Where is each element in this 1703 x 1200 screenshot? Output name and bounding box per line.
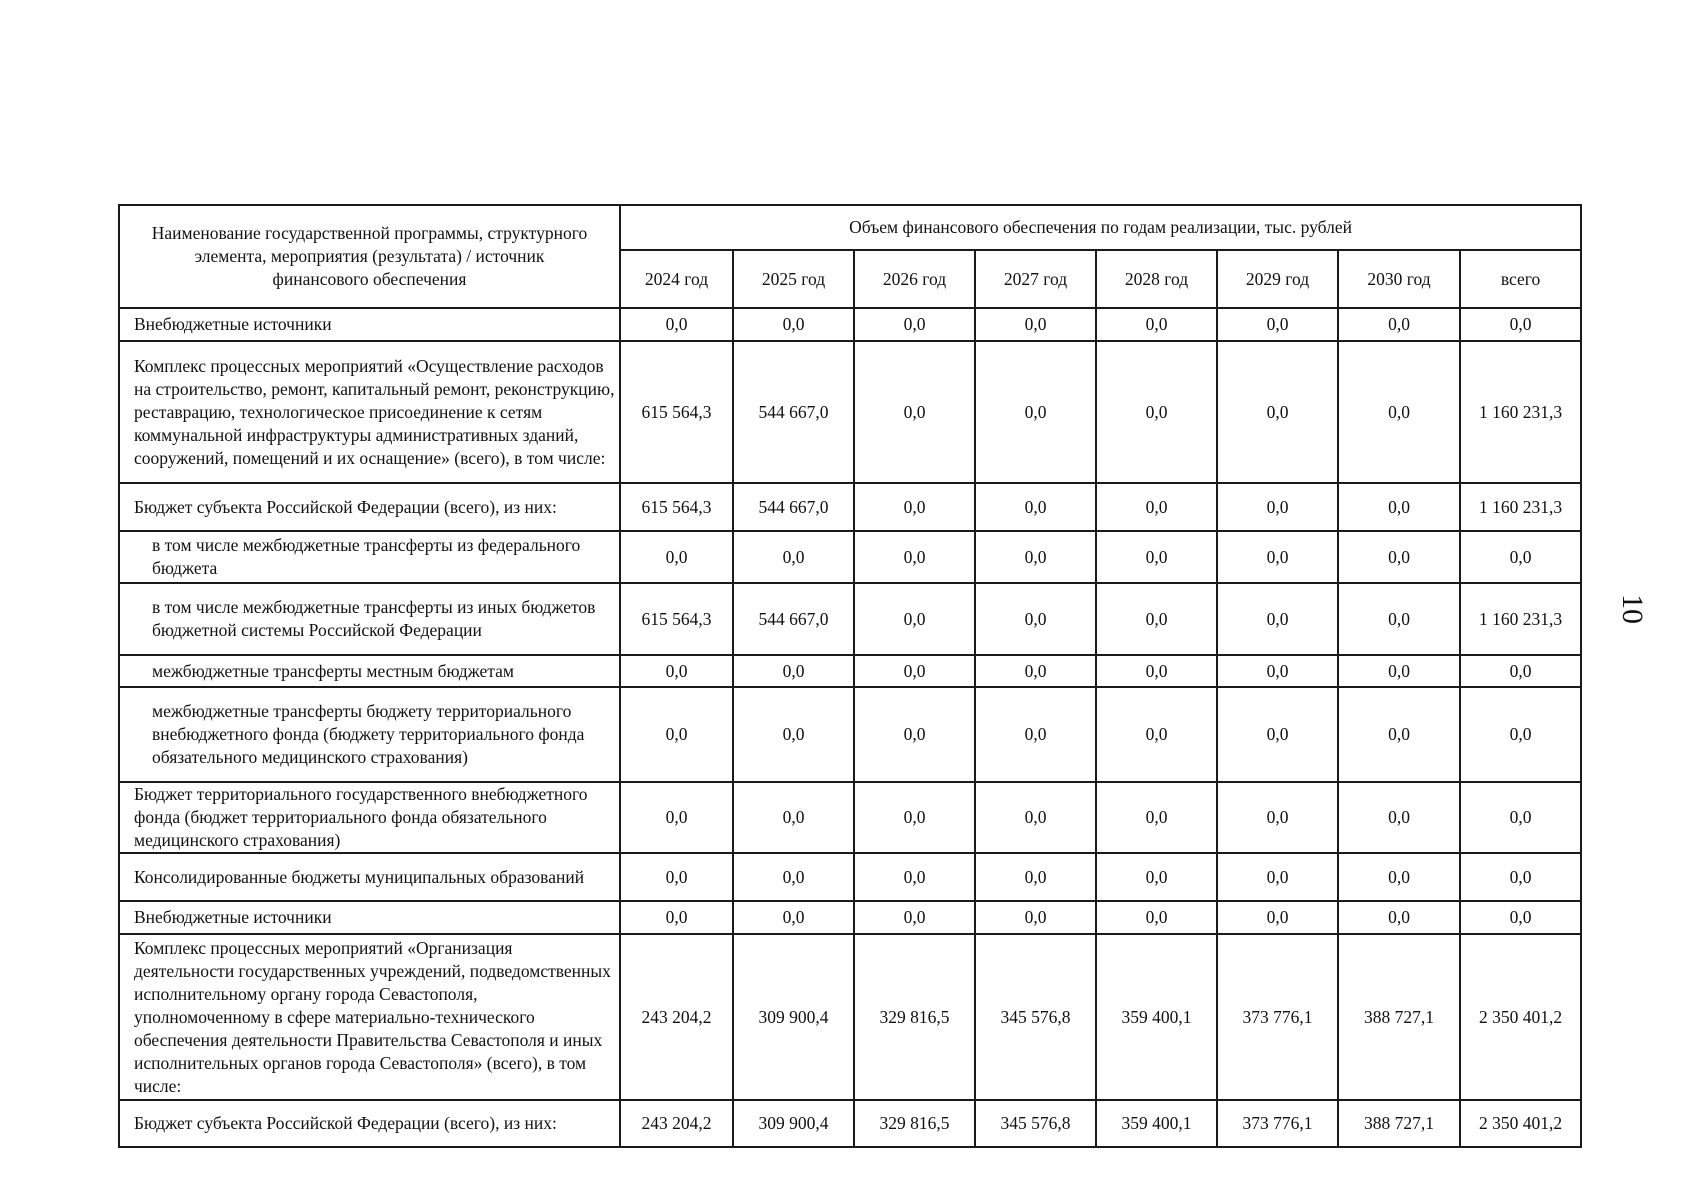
row-value-cell: 0,0	[1096, 308, 1217, 341]
row-value-cell: 0,0	[1096, 655, 1217, 687]
row-total-cell: 1 160 231,3	[1460, 583, 1581, 655]
row-name-cell: Внебюджетные источники	[119, 901, 620, 934]
row-value-cell: 0,0	[620, 308, 733, 341]
row-value-cell: 0,0	[1338, 687, 1460, 782]
row-value-cell: 0,0	[1217, 655, 1338, 687]
row-value-cell: 0,0	[1217, 583, 1338, 655]
row-value-cell: 0,0	[733, 901, 854, 934]
row-name-cell: в том числе межбюджетные трансферты из федерального бюджета	[119, 531, 620, 583]
row-value-cell: 329 816,5	[854, 1100, 975, 1147]
row-value-cell: 243 204,2	[620, 934, 733, 1100]
row-value-cell: 0,0	[733, 853, 854, 901]
row-value-cell: 0,0	[1217, 901, 1338, 934]
row-total-cell: 0,0	[1460, 655, 1581, 687]
financing-table	[118, 204, 1582, 1148]
row-value-cell: 0,0	[1096, 531, 1217, 583]
row-name-cell: межбюджетные трансферты бюджету территориального внебюджетного фонда (бюджету территориального фонда обязательного медицинского страхования)	[119, 687, 620, 782]
page-number: 10	[1616, 594, 1649, 624]
row-total-cell: 1 160 231,3	[1460, 483, 1581, 531]
row-value-cell: 0,0	[854, 853, 975, 901]
row-value-cell: 0,0	[1217, 531, 1338, 583]
row-name-cell: Консолидированные бюджеты муниципальных образований	[119, 853, 620, 901]
row-name-cell: Бюджет субъекта Российской Федерации (всего), из них:	[119, 483, 620, 531]
row-value-cell: 0,0	[975, 655, 1096, 687]
row-value-cell: 0,0	[1217, 308, 1338, 341]
row-value-cell: 309 900,4	[733, 1100, 854, 1147]
table-row	[119, 483, 1581, 531]
row-name-cell: Бюджет территориального государственного внебюджетного фонда (бюджет территориального фонда обязательного медицинского страхования)	[119, 782, 620, 853]
row-value-cell: 345 576,8	[975, 934, 1096, 1100]
table-row	[119, 341, 1581, 483]
header-year: 2030 год	[1338, 250, 1460, 308]
row-value-cell: 615 564,3	[620, 341, 733, 483]
row-value-cell: 0,0	[1096, 782, 1217, 853]
row-value-cell: 0,0	[620, 687, 733, 782]
row-value-cell: 615 564,3	[620, 583, 733, 655]
row-total-cell: 0,0	[1460, 531, 1581, 583]
row-value-cell: 0,0	[854, 531, 975, 583]
row-value-cell: 0,0	[854, 308, 975, 341]
row-value-cell: 0,0	[733, 782, 854, 853]
header-year: 2029 год	[1217, 250, 1338, 308]
row-value-cell: 309 900,4	[733, 934, 854, 1100]
row-value-cell: 0,0	[854, 901, 975, 934]
row-value-cell: 544 667,0	[733, 583, 854, 655]
row-value-cell: 0,0	[1217, 687, 1338, 782]
row-name-cell: межбюджетные трансферты местным бюджетам	[119, 655, 620, 687]
row-value-cell: 0,0	[975, 782, 1096, 853]
row-value-cell: 0,0	[975, 853, 1096, 901]
row-value-cell: 388 727,1	[1338, 1100, 1460, 1147]
row-value-cell: 359 400,1	[1096, 1100, 1217, 1147]
header-year: 2027 год	[975, 250, 1096, 308]
row-value-cell: 0,0	[975, 341, 1096, 483]
row-value-cell: 0,0	[975, 901, 1096, 934]
row-value-cell: 345 576,8	[975, 1100, 1096, 1147]
row-value-cell: 544 667,0	[733, 341, 854, 483]
row-value-cell: 0,0	[975, 308, 1096, 341]
row-value-cell: 0,0	[1096, 483, 1217, 531]
table-row	[119, 687, 1581, 782]
table-row	[119, 853, 1581, 901]
row-value-cell: 0,0	[854, 782, 975, 853]
row-value-cell: 0,0	[733, 308, 854, 341]
row-value-cell: 0,0	[1338, 853, 1460, 901]
row-value-cell: 373 776,1	[1217, 934, 1338, 1100]
row-value-cell: 0,0	[1338, 583, 1460, 655]
row-value-cell: 0,0	[1338, 655, 1460, 687]
row-value-cell: 0,0	[1338, 308, 1460, 341]
row-value-cell: 0,0	[620, 531, 733, 583]
row-value-cell: 388 727,1	[1338, 934, 1460, 1100]
row-value-cell: 0,0	[620, 782, 733, 853]
row-value-cell: 0,0	[975, 687, 1096, 782]
row-value-cell: 0,0	[1338, 782, 1460, 853]
row-value-cell: 0,0	[620, 655, 733, 687]
row-value-cell: 0,0	[854, 687, 975, 782]
row-value-cell: 0,0	[854, 341, 975, 483]
row-name-cell: Комплекс процессных мероприятий «Организация деятельности государственных учреждений, подведомственных исполнительному органу города Севастополя, уполномоченному в сфере материально-технического обеспечения деятельности Правительства Севастополя и иных исполнительных органов города Севастополя» (всего), в том числе:	[119, 934, 620, 1100]
row-total-cell: 1 160 231,3	[1460, 341, 1581, 483]
row-value-cell: 0,0	[1096, 687, 1217, 782]
header-year: 2025 год	[733, 250, 854, 308]
table-header	[119, 205, 1581, 308]
row-value-cell: 0,0	[1217, 483, 1338, 531]
table-row	[119, 531, 1581, 583]
row-value-cell: 0,0	[1096, 853, 1217, 901]
table-row	[119, 583, 1581, 655]
table-row	[119, 655, 1581, 687]
row-total-cell: 0,0	[1460, 687, 1581, 782]
row-value-cell: 0,0	[1096, 583, 1217, 655]
row-name-cell: Внебюджетные источники	[119, 308, 620, 341]
row-value-cell: 0,0	[1217, 782, 1338, 853]
row-value-cell: 359 400,1	[1096, 934, 1217, 1100]
row-total-cell: 2 350 401,2	[1460, 1100, 1581, 1147]
row-value-cell: 0,0	[733, 655, 854, 687]
row-value-cell: 0,0	[1096, 901, 1217, 934]
row-total-cell: 0,0	[1460, 308, 1581, 341]
row-value-cell: 0,0	[1096, 341, 1217, 483]
header-year: 2028 год	[1096, 250, 1217, 308]
table-row	[119, 1100, 1581, 1147]
header-total: всего	[1460, 250, 1581, 308]
row-total-cell: 0,0	[1460, 853, 1581, 901]
table-body	[119, 308, 1581, 1147]
row-value-cell: 0,0	[733, 687, 854, 782]
table-row	[119, 901, 1581, 934]
row-value-cell: 0,0	[620, 901, 733, 934]
row-value-cell: 0,0	[975, 483, 1096, 531]
row-total-cell: 0,0	[1460, 782, 1581, 853]
row-value-cell: 0,0	[1338, 483, 1460, 531]
row-value-cell: 544 667,0	[733, 483, 854, 531]
table-row	[119, 782, 1581, 853]
row-value-cell: 0,0	[854, 655, 975, 687]
row-name-cell: Комплекс процессных мероприятий «Осуществление расходов на строительство, ремонт, капитальный ремонт, реконструкцию, реставрацию, технологическое присоединение к сетям коммунальной инфраструктуры административных зданий, сооружений, помещений и их оснащение» (всего), в том числе:	[119, 341, 620, 483]
row-value-cell: 615 564,3	[620, 483, 733, 531]
row-value-cell: 373 776,1	[1217, 1100, 1338, 1147]
row-total-cell: 2 350 401,2	[1460, 934, 1581, 1100]
row-name-cell: Бюджет субъекта Российской Федерации (всего), из них:	[119, 1100, 620, 1147]
row-total-cell: 0,0	[1460, 901, 1581, 934]
table-row	[119, 934, 1581, 1100]
header-year: 2026 год	[854, 250, 975, 308]
row-value-cell: 0,0	[1338, 901, 1460, 934]
row-value-cell: 0,0	[854, 583, 975, 655]
table-row	[119, 308, 1581, 341]
row-value-cell: 0,0	[975, 583, 1096, 655]
header-volume-column: Объем финансового обеспечения по годам реализации, тыс. рублей	[620, 205, 1581, 250]
header-name-column: Наименование государственной программы, структурного элемента, мероприятия (результата) / источник финансового обеспечения	[119, 205, 620, 308]
row-name-cell: в том числе межбюджетные трансферты из иных бюджетов бюджетной системы Российской Федерации	[119, 583, 620, 655]
row-value-cell: 0,0	[1338, 341, 1460, 483]
row-value-cell: 0,0	[733, 531, 854, 583]
row-value-cell: 329 816,5	[854, 934, 975, 1100]
row-value-cell: 0,0	[975, 531, 1096, 583]
row-value-cell: 0,0	[1217, 853, 1338, 901]
row-value-cell: 0,0	[1338, 531, 1460, 583]
row-value-cell: 0,0	[620, 853, 733, 901]
row-value-cell: 0,0	[1217, 341, 1338, 483]
row-value-cell: 243 204,2	[620, 1100, 733, 1147]
header-year: 2024 год	[620, 250, 733, 308]
row-value-cell: 0,0	[854, 483, 975, 531]
